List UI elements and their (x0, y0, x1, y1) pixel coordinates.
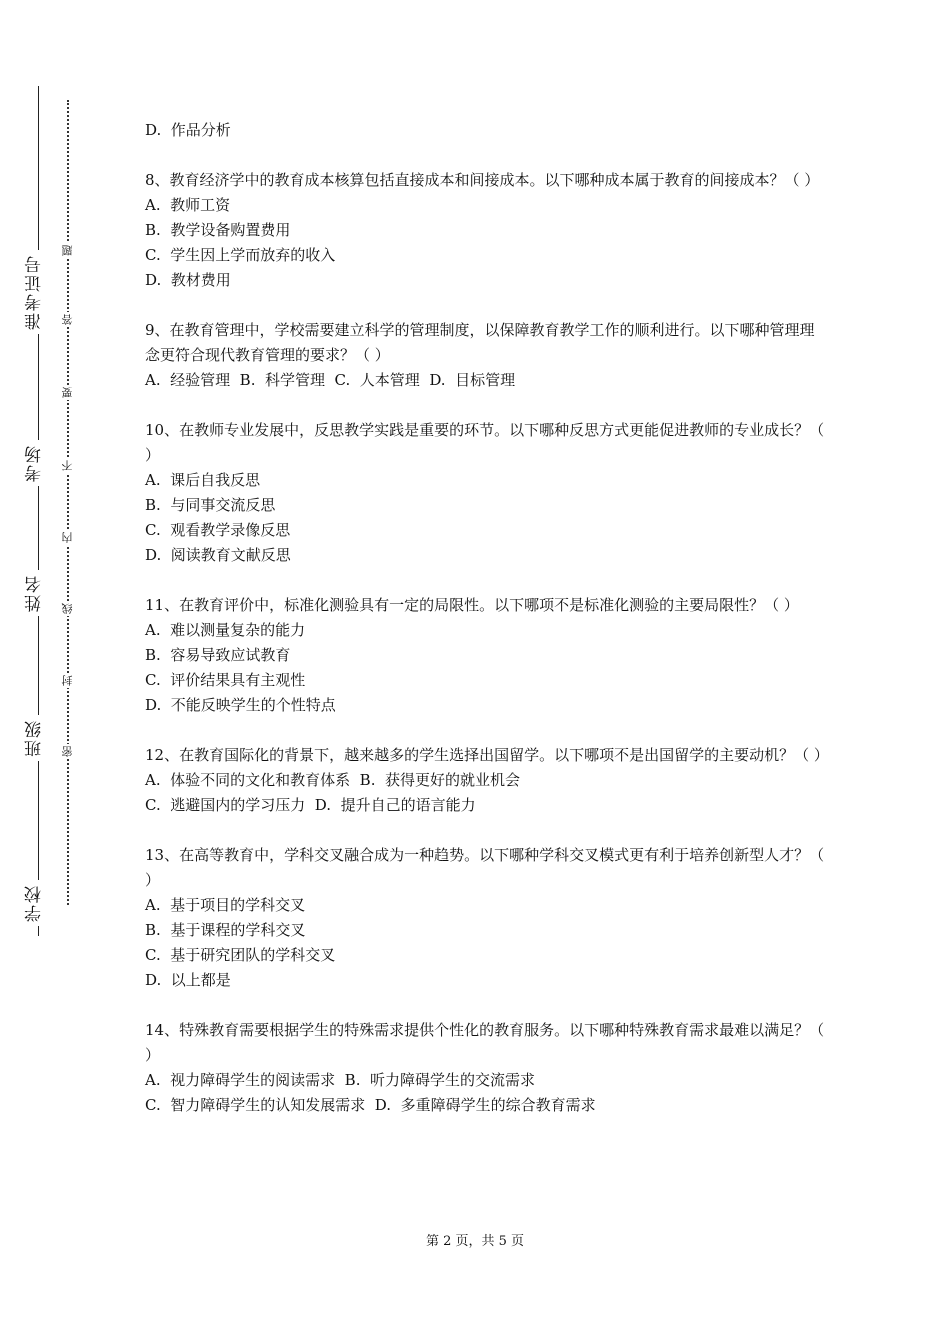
question-stem: 8、教育经济学中的教育成本核算包括直接成本和间接成本。以下哪种成本属于教育的间接成本？（ ） (145, 171, 820, 189)
seal-char: 线 (61, 603, 74, 614)
binding-solid-line (38, 86, 39, 936)
question-13 (145, 843, 825, 993)
option: A. 难以测量复杂的能力 (145, 621, 306, 639)
question-stem: 11、在教育评价中，标准化测验具有一定的局限性。以下哪项不是标准化测验的主要局限性？（ ） (145, 596, 799, 614)
option: C. 智力障碍学生的认知发展需求 D. 多重障碍学生的综合教育需求 (145, 1096, 596, 1114)
question-9 (145, 318, 825, 393)
question-content (145, 118, 829, 1118)
field-label-exam-room: 考场 (22, 440, 52, 486)
prev-option: D. 作品分析 (145, 121, 231, 139)
question-stem: 14、特殊教育需要根据学生的特殊需求提供个性化的教育服务。以下哪种特殊教育需求最难以满足？（ ） (145, 1021, 825, 1064)
option: A. 课后自我反思 (145, 471, 261, 489)
option: D. 阅读教育文献反思 (145, 546, 291, 564)
field-label-class: 班级 (22, 715, 52, 761)
seal-dotted-line (67, 100, 69, 905)
binding-margin (0, 0, 110, 1344)
question-8 (145, 168, 825, 293)
option: B. 与同事交流反思 (145, 496, 276, 514)
question-stem: 9、在教育管理中，学校需要建立科学的管理制度，以保障教育教学工作的顺利进行。以下哪种管理理念更符合现代教育管理的要求？（ ） (145, 321, 815, 364)
option: C. 学生因上学而放弃的收入 (145, 246, 336, 264)
seal-char: 题 (61, 245, 74, 256)
question-10 (145, 418, 825, 568)
option: D. 以上都是 (145, 971, 231, 989)
question-stem: 10、在教师专业发展中，反思教学实践是重要的环节。以下哪种反思方式更能促进教师的专业成长？（ ） (145, 421, 825, 464)
page-footer: 第 2 页，共 5 页 (425, 1234, 525, 1249)
seal-char: 要 (61, 387, 74, 398)
option: A. 经验管理 B. 科学管理 C. 人本管理 D. 目标管理 (145, 371, 516, 389)
field-label-school: 学校 (22, 880, 52, 926)
option: A. 视力障碍学生的阅读需求 B. 听力障碍学生的交流需求 (145, 1071, 536, 1089)
question-11 (145, 593, 825, 718)
field-label-name: 姓名 (22, 570, 52, 616)
seal-char: 密 (61, 746, 74, 757)
option: B. 基于课程的学科交叉 (145, 921, 306, 939)
seal-char: 封 (61, 675, 74, 686)
option: C. 基于研究团队的学科交叉 (145, 946, 336, 964)
option: A. 教师工资 (145, 196, 231, 214)
option: C. 逃避国内的学习压力 D. 提升自己的语言能力 (145, 796, 476, 814)
option: B. 容易导致应试教育 (145, 646, 291, 664)
seal-char: 答 (61, 314, 74, 325)
seal-char: 不 (61, 460, 74, 471)
option: A. 基于项目的学科交叉 (145, 896, 306, 914)
question-14 (145, 1018, 825, 1118)
seal-char: 内 (61, 532, 74, 543)
field-label-exam-number: 准考证号 (22, 250, 52, 334)
option: C. 观看教学录像反思 (145, 521, 291, 539)
option: B. 教学设备购置费用 (145, 221, 291, 239)
question-12 (145, 743, 829, 818)
option: D. 教材费用 (145, 271, 231, 289)
question-stem: 12、在教育国际化的背景下，越来越多的学生选择出国留学。以下哪项不是出国留学的主要动机？（ ） (145, 746, 829, 764)
question-stem: 13、在高等教育中，学科交叉融合成为一种趋势。以下哪种学科交叉模式更有利于培养创新型人才？（ ） (145, 846, 825, 889)
option: C. 评价结果具有主观性 (145, 671, 306, 689)
option: A. 体验不同的文化和教育体系 B. 获得更好的就业机会 (145, 771, 521, 789)
option: D. 不能反映学生的个性特点 (145, 696, 336, 714)
